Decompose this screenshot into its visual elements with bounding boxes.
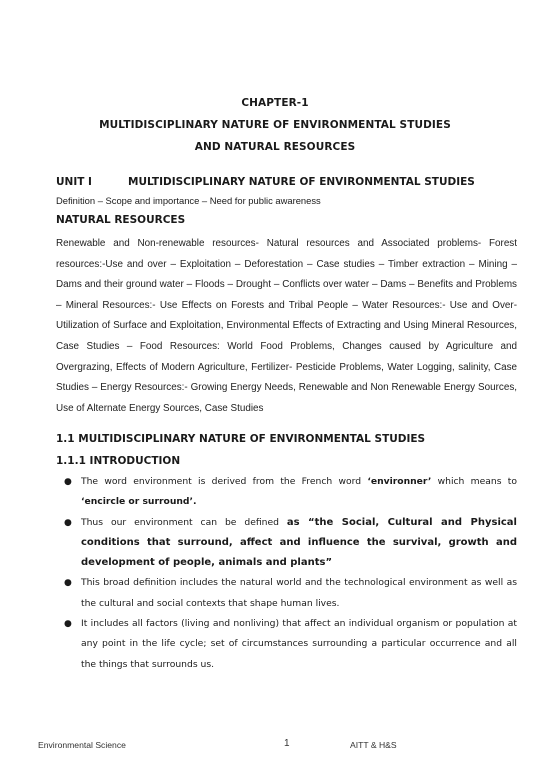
list-item: ● This broad definition includes the natural world and the technological environment as well as the cultural and social contexts that shape human lives. — [56, 573, 517, 614]
unit-topics: Definition – Scope and importance – Need for public awareness — [56, 195, 321, 206]
chapter-subtitle-line1: MULTIDISCIPLINARY NATURE OF ENVIRONMENTAL STUDIES — [99, 119, 451, 131]
list-item: ● It includes all factors (living and nonliving) that affect an individual organism or population at any point in the life cycle; set of circumstances surrounding a particular occurrence and all the things that surrounds us. — [56, 614, 517, 675]
footer-department: AITT & H&S — [350, 740, 397, 750]
list-item: ● Thus our environment can be defined as “the Social, Cultural and Physical conditions that surround, affect and influence the survival, growth and development of people, animals and plants” — [56, 513, 517, 574]
list-item: ● The word environment is derived from the French word ‘environner’ which means to ‘encircle or surround’. — [56, 472, 517, 513]
introduction-bullet-list — [56, 472, 517, 675]
natural-resources-heading: NATURAL RESOURCES — [56, 214, 186, 226]
chapter-title: CHAPTER-1 — [241, 97, 309, 109]
natural-resources-body: Renewable and Non-renewable resources- Natural resources and Associated problems- Forest resources:-Use and over – Exploitation – Deforestation – Case studies – Timber extraction – Mining – Dams and their ground water – Floods – Drought – Conflicts over water – Dams – Benefits and Problems – Mineral Resources:- Use Effects on Forests and Tribal People – Water Resources:- Use and Over-Utilization of Surface and Exploitation, Environmental Effects of Extracting and Using Mineral Resources, Case Studies – Food Resources: World Food Problems, Changes caused by Agriculture and Overgrazing, Effects of Modern Agriculture, Fertilizer- Pesticide Problems, Water Logging, salinity, Case Studies – Energy Resources:- Growing Energy Needs, Renewable and Non Renewable Energy Sources, Use of Alternate Energy Sources, Case Studies — [56, 238, 517, 414]
footer-page-number: 1 — [284, 738, 290, 749]
footer-course-name: Environmental Science — [38, 740, 126, 750]
bullet-icon: ● — [64, 619, 72, 630]
unit-heading — [56, 176, 496, 188]
subsection-heading: 1.1.1 INTRODUCTION — [56, 455, 181, 467]
unit-title: MULTIDISCIPLINARY NATURE OF ENVIRONMENTAL STUDIES — [128, 176, 475, 188]
section-heading: 1.1 MULTIDISCIPLINARY NATURE OF ENVIRONMENTAL STUDIES — [56, 433, 426, 445]
bullet-icon: ● — [64, 578, 72, 589]
bullet-icon: ● — [64, 517, 72, 528]
unit-label: UNIT I — [56, 176, 92, 188]
bullet-icon: ● — [64, 477, 72, 487]
chapter-subtitle-line2: AND NATURAL RESOURCES — [194, 141, 356, 153]
